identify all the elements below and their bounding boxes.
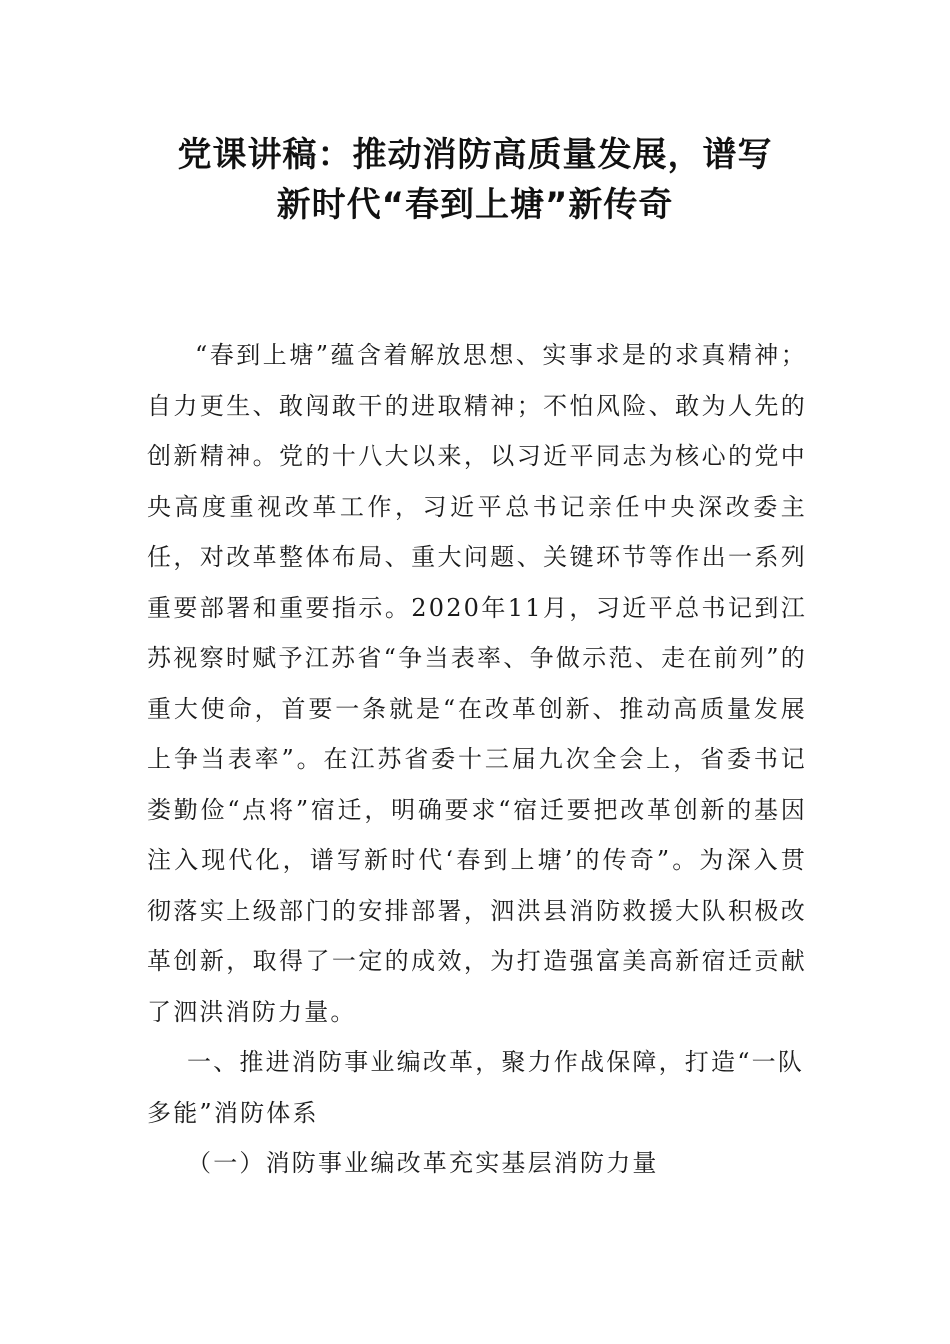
document-body (147, 330, 807, 1189)
title-line-1: 党课讲稿：推动消防高质量发展，谱写 (177, 135, 773, 175)
section-heading-1: 一、推进消防事业编改革，聚力作战保障，打造“一队多能”消防体系 (147, 1048, 805, 1127)
title-line-2: 新时代“春到上塘”新传奇 (276, 185, 674, 225)
document-title (100, 130, 850, 230)
subsection-heading-1: （一）消防事业编改革充实基层消防力量 (187, 1149, 659, 1177)
intro-paragraph: “春到上塘”蕴含着解放思想、实事求是的求真精神；自力更生、敢闯敢干的进取精神；不怕风险、敢为人先的创新精神。党的十八大以来，以习近平同志为核心的党中央高度重视改革工作，习近平总书记亲任中央深改委主任，对改革整体布局、重大问题、关键环节等作出一系列重要部署和重要指示。2020年11月，习近平总书记到江苏视察时赋予江苏省“争当表率、争做示范、走在前列”的重大使命，首要一条就是“在改革创新、推动高质量发展上争当表率”。在江苏省委十三届九次全会上，省委书记娄勤俭“点将”宿迁，明确要求“宿迁要把改革创新的基因注入现代化，谱写新时代‘春到上塘’的传奇”。为深入贯彻落实上级部门的安排部署，泗洪县消防救援大队积极改革创新，取得了一定的成效，为打造强富美高新宿迁贡献了泗洪消防力量。 (147, 341, 807, 1026)
